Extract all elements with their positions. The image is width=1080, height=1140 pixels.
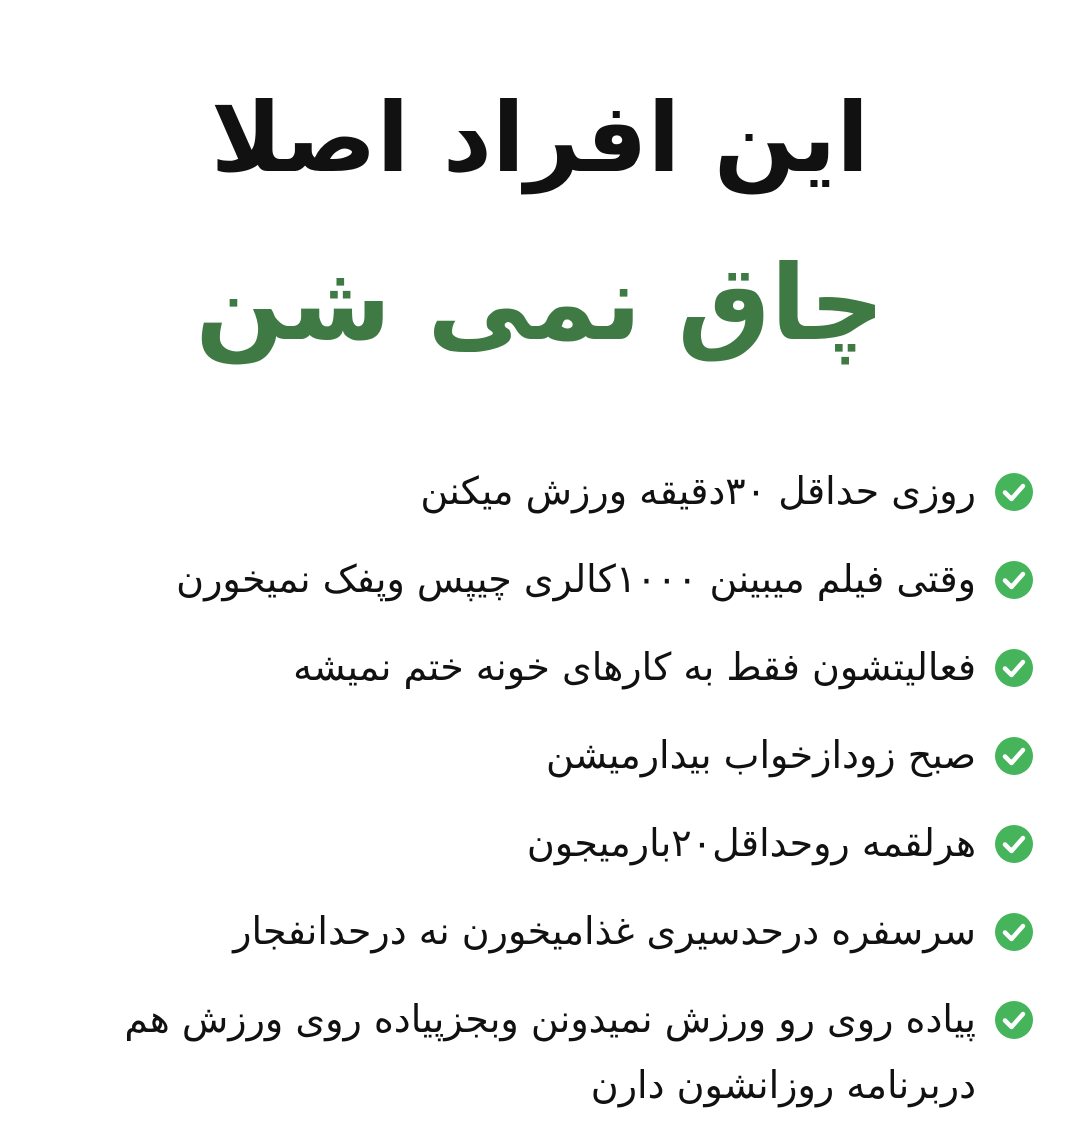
list-item-text: وقتی فیلم میبینن ۱۰۰۰کالری چیپس وپفک نمیخورن (176, 557, 976, 601)
list-item-text: روزی حداقل ۳۰دقیقه ورزش میکنن (420, 469, 976, 513)
check-circle-icon (994, 736, 1034, 776)
list-item (44, 458, 1034, 524)
list-item (44, 986, 1034, 1118)
list-item (44, 634, 1034, 700)
list-item-text: سرسفره درحدسیری غذامیخورن نه درحدانفجار (233, 909, 976, 953)
list-item (44, 546, 1034, 612)
list-item (44, 810, 1034, 876)
list-item (44, 898, 1034, 964)
list-item-text: صبح زودازخواب بیدارمیشن (546, 733, 976, 777)
check-circle-icon (994, 912, 1034, 952)
title-line-1: این افراد اصلا (210, 82, 870, 194)
check-circle-icon (994, 472, 1034, 512)
list-item-text: پیاده روی رو ورزش نمیدونن وبجزپیاده روی ورزش هم دربرنامه روزانشون دارن (124, 997, 976, 1107)
check-circle-icon (994, 1000, 1034, 1040)
check-circle-icon (994, 648, 1034, 688)
title-line-2: چاق نمی شن (195, 242, 885, 364)
check-circle-icon (994, 824, 1034, 864)
list-item-text: هرلقمه روحداقل۲۰بارمیجون (526, 821, 976, 865)
check-circle-icon (994, 560, 1034, 600)
list-item (44, 722, 1034, 788)
checklist (44, 458, 1034, 1140)
list-item-text: فعالیتشون فقط به کارهای خونه ختم نمیشه (293, 645, 976, 689)
